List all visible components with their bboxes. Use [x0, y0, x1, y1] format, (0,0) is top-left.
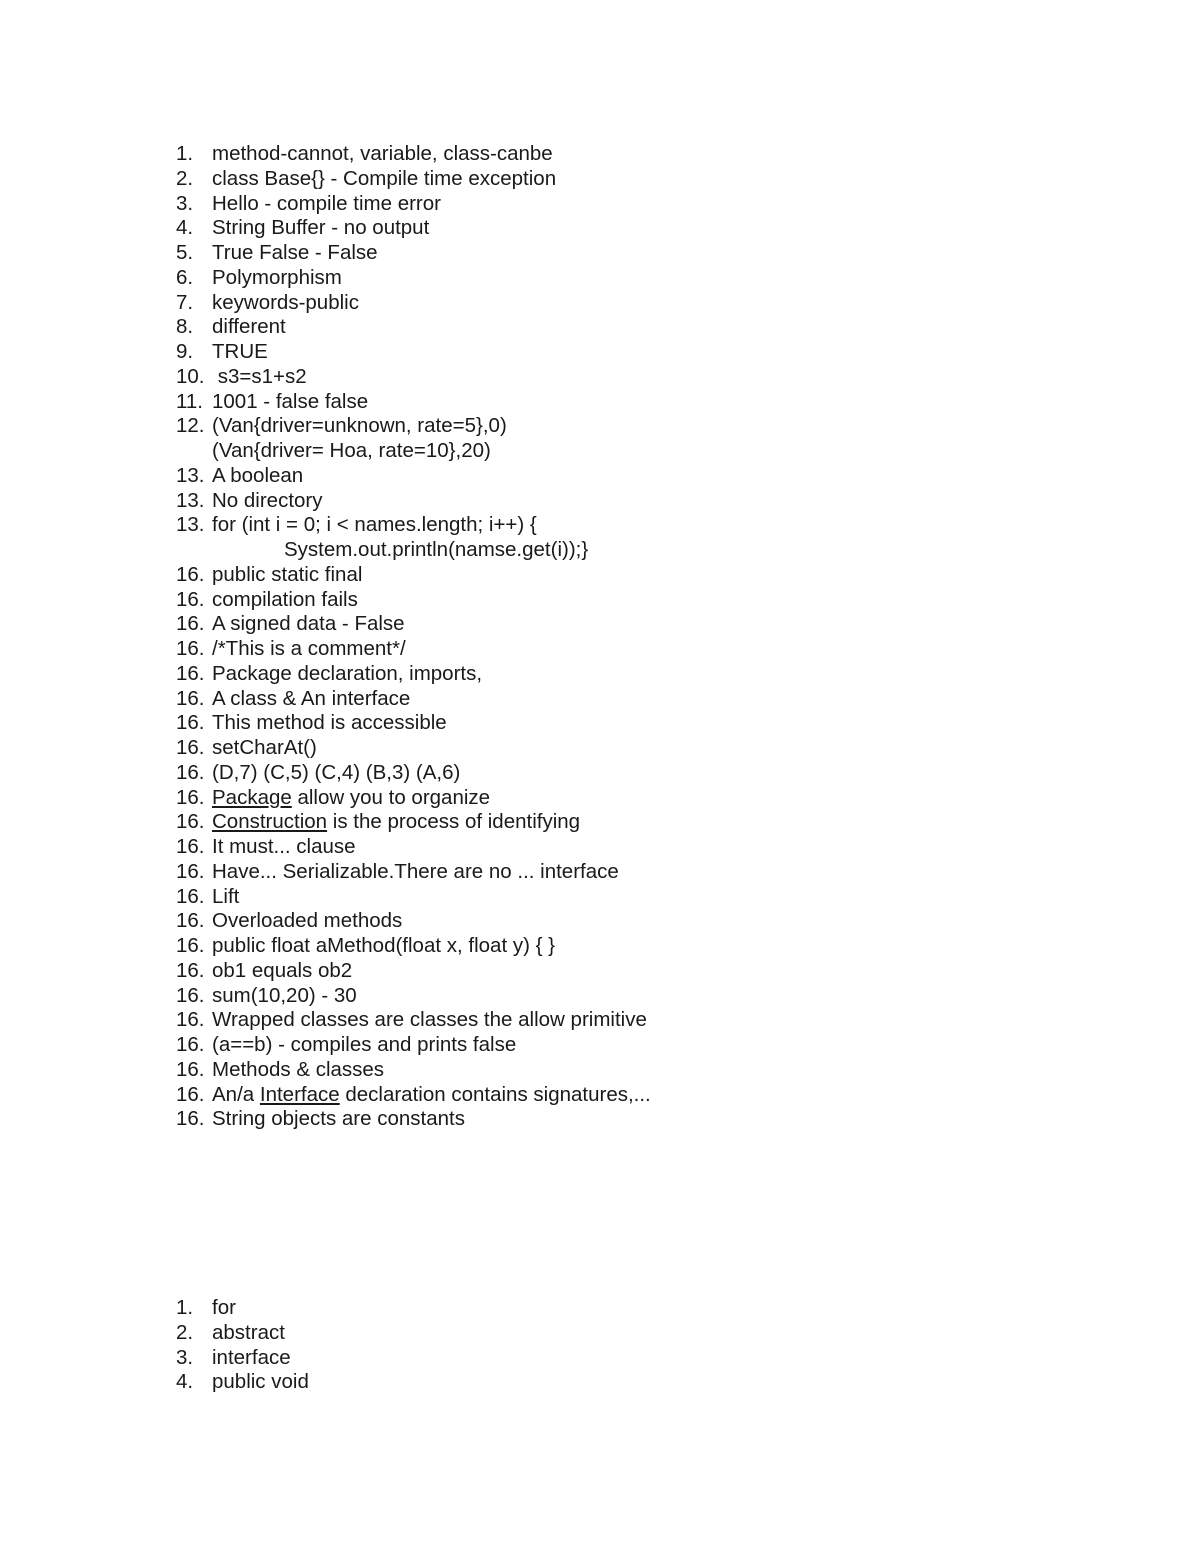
- list-item: [176, 563, 651, 588]
- item-number: 8.: [176, 315, 194, 339]
- list-item: [176, 241, 651, 266]
- item-number: 13.: [176, 463, 205, 487]
- item-text: 1001 - false false: [212, 389, 369, 413]
- item-text: /*This is a comment*/: [212, 637, 406, 660]
- item-number: 5.: [176, 241, 194, 264]
- list-item: [176, 1083, 651, 1108]
- list-item: [176, 662, 651, 687]
- list-item: [176, 315, 651, 340]
- item-number: 16.: [176, 835, 205, 858]
- item-number: 11.: [176, 389, 203, 413]
- item-number: 16.: [176, 562, 205, 586]
- item-text-rest: is the process of identifying: [327, 810, 581, 834]
- list-item: [176, 761, 651, 786]
- list-item: [176, 489, 651, 514]
- item-number: 16.: [176, 1057, 205, 1081]
- list-item: [176, 637, 651, 662]
- item-number: 16.: [176, 686, 205, 710]
- item-text: A boolean: [212, 463, 304, 487]
- item-number: 16.: [176, 810, 205, 834]
- list-item-continuation: [176, 538, 651, 563]
- item-text: (Van{driver=unknown, rate=5},0): [212, 414, 507, 438]
- list-item: [176, 142, 651, 167]
- list-item: [176, 1296, 309, 1321]
- item-number: 1.: [176, 142, 194, 165]
- item-number: 6.: [176, 265, 194, 289]
- list-item: [176, 340, 651, 365]
- list-item-continuation: [176, 439, 651, 464]
- list-item: [176, 1033, 651, 1058]
- item-text: Overloaded methods: [212, 909, 403, 933]
- item-text: No directory: [212, 488, 323, 512]
- item-text: public float aMethod(float x, float y) { }: [212, 934, 555, 957]
- item-text: abstract: [212, 1320, 285, 1344]
- item-number: 13.: [176, 513, 205, 537]
- item-text: class Base{} - Compile time exception: [212, 166, 557, 190]
- list-item: [176, 612, 651, 637]
- underlined-term: Construction: [212, 810, 328, 834]
- item-number: 1.: [176, 1296, 194, 1319]
- item-text: String objects are constants: [212, 1107, 465, 1131]
- item-number: 16.: [176, 637, 205, 660]
- item-text: s3=s1+s2: [212, 364, 307, 388]
- item-number: 2.: [176, 166, 194, 190]
- list-item: [176, 1008, 651, 1033]
- item-text: different: [212, 315, 286, 339]
- item-number: 13.: [176, 488, 205, 512]
- list-item: [176, 786, 651, 811]
- item-number: 16.: [176, 859, 205, 883]
- item-text: compilation fails: [212, 587, 358, 611]
- item-text-rest: allow you to organize: [291, 785, 491, 809]
- item-text: Methods & classes: [212, 1057, 385, 1081]
- answers-list: [176, 142, 651, 1132]
- item-number: 16.: [176, 1008, 205, 1032]
- list-item: [176, 736, 651, 761]
- list-item: [176, 216, 651, 241]
- item-text: Wrapped classes are classes the allow primitive: [212, 1008, 647, 1032]
- list-item: [176, 464, 651, 489]
- item-text: ob1 equals ob2: [212, 958, 353, 982]
- item-text: [212, 810, 580, 835]
- item-number: 16.: [176, 785, 205, 809]
- item-continuation-text: (Van{driver= Hoa, rate=10},20): [212, 439, 491, 462]
- list-item: [176, 1058, 651, 1083]
- item-number: 2.: [176, 1320, 194, 1344]
- list-item: [176, 1107, 651, 1132]
- item-number: 7.: [176, 290, 194, 314]
- item-number: 16.: [176, 587, 205, 611]
- list-item: [176, 909, 651, 934]
- item-text: (D,7) (C,5) (C,4) (B,3) (A,6): [212, 760, 461, 784]
- item-number: 16.: [176, 983, 205, 1007]
- item-number: 4.: [176, 1370, 194, 1394]
- item-text: String Buffer - no output: [212, 216, 430, 240]
- item-number: 16.: [176, 1082, 205, 1106]
- item-text: A class & An interface: [212, 686, 411, 710]
- item-number: 10.: [176, 364, 205, 388]
- item-number: 12.: [176, 414, 205, 438]
- item-text: It must... clause: [212, 835, 356, 858]
- list-item: [176, 1346, 309, 1371]
- item-number: 9.: [176, 340, 194, 363]
- list-item: [176, 1370, 309, 1395]
- item-text: method-cannot, variable, class-canbe: [212, 142, 553, 165]
- item-text: setCharAt(): [212, 736, 317, 759]
- item-number: 4.: [176, 216, 194, 240]
- list-item: [176, 810, 651, 835]
- list-item: [176, 390, 651, 415]
- item-text: A signed data - False: [212, 612, 405, 636]
- item-text: [212, 1083, 651, 1108]
- underlined-term: Package: [212, 785, 292, 809]
- list-item: [176, 959, 651, 984]
- item-text: [212, 786, 490, 811]
- list-item: [176, 513, 651, 538]
- list-item: [176, 860, 651, 885]
- list-item: [176, 365, 651, 390]
- list-item: [176, 1321, 309, 1346]
- list-item: [176, 711, 651, 736]
- item-text: keywords-public: [212, 290, 359, 314]
- item-text: interface: [212, 1345, 291, 1369]
- list-item: [176, 414, 651, 439]
- item-text: TRUE: [212, 340, 268, 363]
- item-text: (a==b) - compiles and prints false: [212, 1033, 517, 1056]
- list-item: [176, 167, 651, 192]
- item-text: Polymorphism: [212, 265, 342, 289]
- item-text-rest: declaration contains signatures,...: [339, 1082, 651, 1106]
- list-item: [176, 266, 651, 291]
- item-text: Have... Serializable.There are no ... interface: [212, 859, 619, 883]
- item-text-prefix: An/a: [212, 1082, 260, 1106]
- keywords-list: [176, 1296, 309, 1395]
- item-number: 3.: [176, 191, 194, 215]
- item-text: for (int i = 0; i < names.length; i++) {: [212, 513, 537, 537]
- item-text: public static final: [212, 562, 363, 586]
- item-continuation-text: System.out.println(namse.get(i));}: [284, 538, 589, 561]
- item-number: 16.: [176, 934, 205, 957]
- item-number: 16.: [176, 909, 205, 933]
- item-text: Package declaration, imports,: [212, 661, 483, 685]
- item-text: True False - False: [212, 241, 378, 264]
- item-text: for: [212, 1296, 236, 1319]
- item-number: 16.: [176, 1107, 205, 1131]
- item-text: Hello - compile time error: [212, 191, 441, 215]
- item-number: 16.: [176, 612, 205, 636]
- item-number: 16.: [176, 711, 205, 735]
- item-number: 16.: [176, 884, 205, 908]
- list-item: [176, 687, 651, 712]
- item-number: 3.: [176, 1345, 194, 1369]
- list-item: [176, 984, 651, 1009]
- item-text: Lift: [212, 884, 240, 908]
- item-number: 16.: [176, 1033, 205, 1056]
- list-item: [176, 885, 651, 910]
- list-item: [176, 835, 651, 860]
- list-item: [176, 192, 651, 217]
- item-text: This method is accessible: [212, 711, 447, 735]
- item-number: 16.: [176, 760, 205, 784]
- item-number: 16.: [176, 736, 205, 759]
- item-number: 16.: [176, 958, 205, 982]
- underlined-term: Interface: [259, 1082, 340, 1106]
- item-text: sum(10,20) - 30: [212, 983, 357, 1007]
- list-item: [176, 291, 651, 316]
- list-item: [176, 588, 651, 613]
- item-number: 16.: [176, 661, 205, 685]
- item-text: public void: [212, 1370, 309, 1394]
- list-item: [176, 934, 651, 959]
